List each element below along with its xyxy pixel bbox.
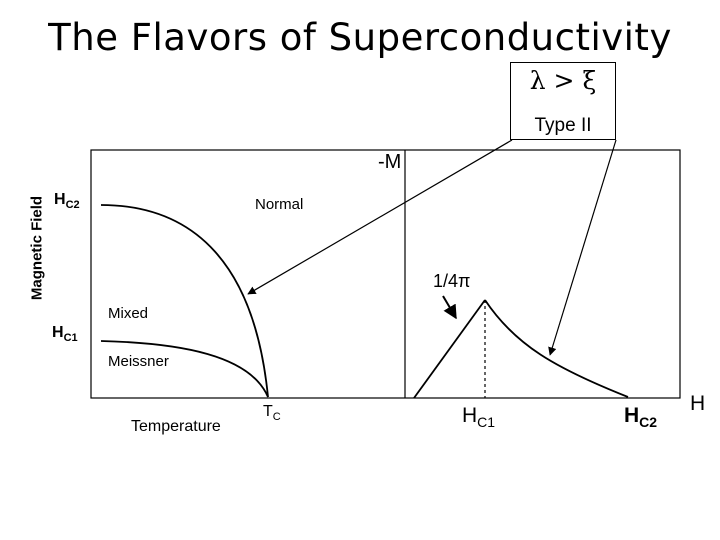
lambda-xi-condition: λ > ξ [529, 66, 597, 95]
meissner-slope-line [414, 300, 485, 398]
page-title: The Flavors of Superconductivity [48, 16, 672, 59]
plot-frame [91, 150, 680, 398]
slope-label: 1/4π [433, 271, 471, 291]
normal-region-label: Normal [255, 196, 304, 213]
mixed-region-label: Mixed [108, 305, 149, 322]
arrow-to-magnetization-curve [550, 140, 616, 355]
tc-label: $T_C$ [263, 403, 281, 424]
hc1-axis-label: $H_{C1}$ [52, 324, 78, 345]
hc1-x-label: $H_{C1}$ [462, 404, 496, 431]
temperature-axis-label: Temperature [131, 418, 221, 435]
hc2-x-label: $H_{C2}$ [624, 404, 658, 431]
negative-magnetization-label: -M [378, 151, 402, 173]
field-axis-label: H [690, 392, 706, 415]
hc2-axis-label: $H_{C2}$ [54, 191, 80, 212]
magnetic-field-axis-label: Magnetic Field [28, 195, 46, 301]
meissner-region-label: Meissner [108, 353, 169, 370]
slope-pointer-arrow [443, 296, 456, 318]
type-ii-label: Type II [534, 115, 592, 136]
magnetization-decay-curve [485, 300, 628, 397]
